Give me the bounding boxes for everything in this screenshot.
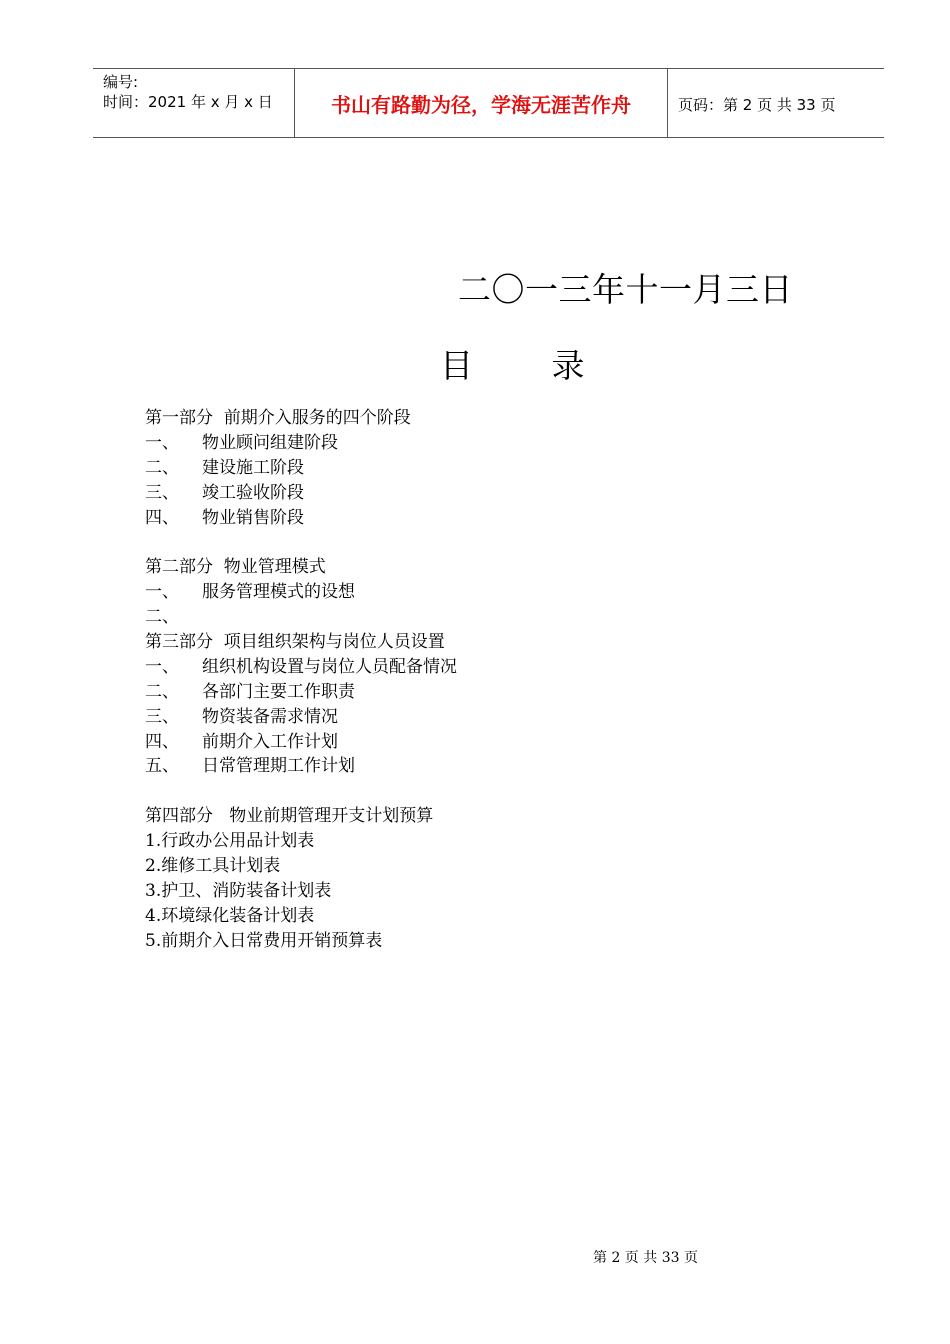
header-page-info: 页码：第 2 页 共 33 页 — [678, 96, 836, 114]
toc-entry-number: 二、 — [145, 457, 179, 478]
toc-entry-number: 一、 — [145, 432, 179, 453]
toc-title: 目 录 — [440, 346, 619, 385]
toc-entry — [145, 730, 457, 755]
toc-entry-number: 五、 — [145, 756, 179, 777]
toc-entry — [145, 605, 457, 630]
toc-entry — [145, 481, 457, 506]
toc-entry-text: 物业顾问组建阶段 — [202, 432, 338, 453]
toc-entry — [145, 929, 457, 954]
toc-entry — [145, 854, 457, 879]
toc-entry — [145, 655, 457, 680]
toc-entry-number: 一、 — [145, 582, 179, 603]
document-date: 二〇一三年十一月三日 — [458, 270, 793, 309]
toc-entry — [145, 630, 457, 655]
toc-entry — [145, 829, 457, 854]
header-time-label: 时间：2021 年 x 月 x 日 — [103, 93, 273, 111]
toc-entry — [145, 804, 457, 829]
toc-entry-text: 日常管理期工作计划 — [202, 756, 355, 777]
header-motto: 书山有路勤为径，学海无涯苦作舟 — [331, 93, 631, 117]
toc-entry-text: 建设施工阶段 — [202, 457, 304, 478]
toc-entry — [145, 680, 457, 705]
toc-entry-number: 四、 — [145, 731, 179, 752]
toc-entry-text: 竣工验收阶段 — [202, 482, 304, 503]
toc-entry-text: 1.行政办公用品计划表 — [145, 831, 315, 852]
toc-entry-text: 5.前期介入日常费用开销预算表 — [145, 930, 383, 951]
toc-entry-text: 物业销售阶段 — [202, 507, 304, 528]
toc-entry-number: 二、 — [145, 607, 179, 628]
toc-entry — [145, 431, 457, 456]
page-header — [93, 68, 884, 138]
toc-entry — [145, 555, 457, 580]
toc-entry — [145, 406, 457, 431]
toc-entry — [145, 904, 457, 929]
toc-entry-text: 物资装备需求情况 — [202, 706, 338, 727]
table-of-contents — [145, 406, 457, 954]
toc-entry-number: 二、 — [145, 681, 179, 702]
toc-entry-text: 第三部分 项目组织架构与岗位人员设置 — [145, 632, 445, 653]
toc-entry-text: 各部门主要工作职责 — [202, 681, 355, 702]
toc-entry-text: 2.维修工具计划表 — [145, 856, 281, 877]
toc-entry — [145, 530, 457, 555]
toc-entry-number: 三、 — [145, 482, 179, 503]
toc-entry-text: 第四部分 物业前期管理开支计划预算 — [145, 806, 434, 827]
toc-entry — [145, 705, 457, 730]
toc-entry — [145, 754, 457, 779]
toc-entry-number: 四、 — [145, 507, 179, 528]
toc-entry-text: 组织机构设置与岗位人员配备情况 — [202, 656, 457, 677]
toc-entry-text: 4.环境绿化装备计划表 — [145, 905, 315, 926]
header-number-label: 编号: — [103, 73, 139, 91]
toc-entry-number: 一、 — [145, 656, 179, 677]
toc-entry-number: 三、 — [145, 706, 179, 727]
toc-entry — [145, 580, 457, 605]
toc-entry — [145, 779, 457, 804]
page-footer: 第 2 页 共 33 页 — [593, 1250, 698, 1266]
toc-entry-text: 第二部分 物业管理模式 — [145, 557, 326, 578]
toc-entry-text: 3.护卫、消防装备计划表 — [145, 880, 332, 901]
toc-entry-text: 第一部分 前期介入服务的四个阶段 — [145, 408, 411, 428]
toc-entry — [145, 456, 457, 481]
toc-entry — [145, 879, 457, 904]
toc-entry-text: 前期介入工作计划 — [202, 731, 338, 752]
toc-entry-text: 服务管理模式的设想 — [202, 582, 355, 603]
toc-entry — [145, 506, 457, 531]
